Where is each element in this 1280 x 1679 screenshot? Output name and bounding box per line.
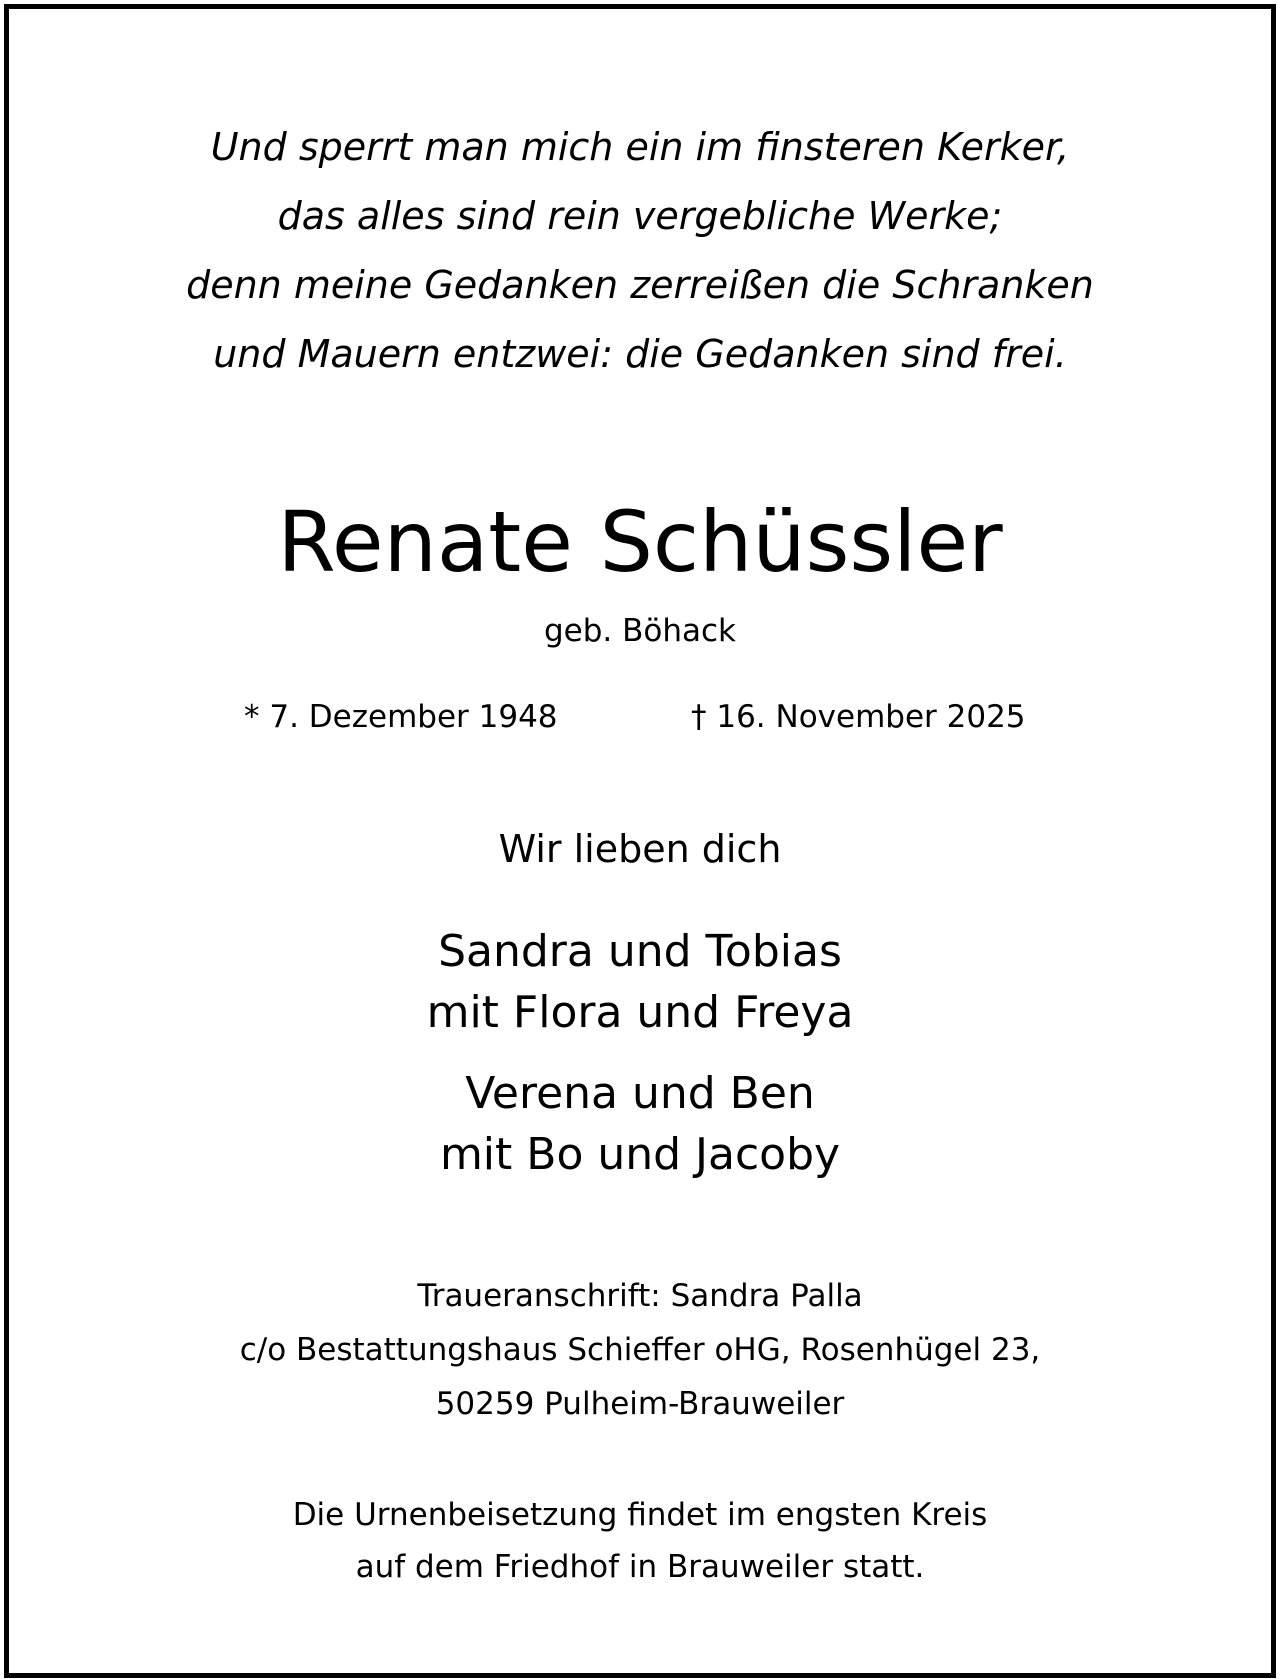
poem-line: denn meine Gedanken zerreißen die Schranken xyxy=(186,263,1094,307)
family-line: Sandra und Tobias xyxy=(438,926,842,977)
family-line: Verena und Ben xyxy=(465,1068,815,1119)
address-line: c/o Bestattungshaus Schieffer oHG, Rosenhügel 23, xyxy=(239,1332,1041,1368)
family-line: mit Bo und Jacoby xyxy=(439,1129,841,1180)
family-group xyxy=(9,1063,1271,1185)
burial-line: Die Urnenbeisetzung findet im engsten Kreis xyxy=(292,1497,988,1533)
maiden-name: geb. Böhack xyxy=(543,613,736,649)
family-line: mit Flora und Freya xyxy=(426,987,854,1038)
deceased-name: Renate Schüssler xyxy=(277,493,1003,591)
family-group xyxy=(9,921,1271,1043)
poem-line: das alles sind rein vergebliche Werke; xyxy=(277,194,1003,238)
death-date: † 16. November 2025 xyxy=(691,699,1026,735)
poem-line: Und sperrt man mich ein im finsteren Kerker, xyxy=(210,125,1070,169)
burial-line: auf dem Friedhof in Brauweiler statt. xyxy=(355,1549,925,1585)
burial-notice xyxy=(9,1489,1271,1593)
birth-date: * 7. Dezember 1948 xyxy=(244,699,558,735)
address-line: Traueranschrift: Sandra Palla xyxy=(417,1278,863,1314)
poem xyxy=(9,113,1271,389)
mourning-address xyxy=(9,1269,1271,1431)
address-line: 50259 Pulheim-Brauweiler xyxy=(435,1386,845,1422)
love-message: Wir lieben dich xyxy=(498,827,782,871)
poem-line: und Mauern entzwei: die Gedanken sind frei. xyxy=(213,332,1067,376)
obituary-frame xyxy=(4,4,1276,1678)
